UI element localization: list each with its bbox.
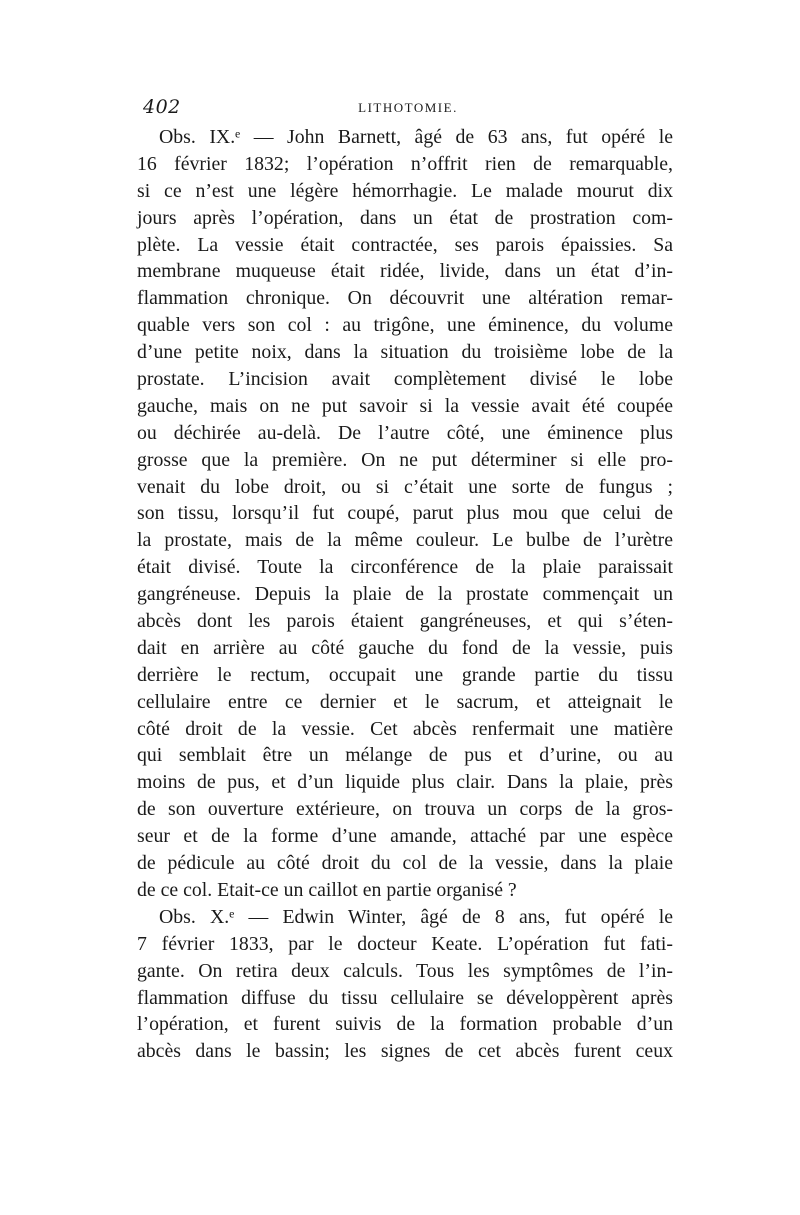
text-line: Obs. IX.ᵉ — John Barnett, âgé de 63 ans, fut opéré le bbox=[159, 126, 673, 148]
text-line: de son ouverture extérieure, on trouva un corps de la gros- bbox=[137, 798, 673, 821]
text-line: d’une petite noix, dans la situation du troisième lobe de la bbox=[137, 341, 673, 364]
text-line: abcès dont les parois étaient gangréneuses, et qui s’éten- bbox=[137, 610, 673, 633]
text-line: prostate. L’incision avait complètement divisé le lobe bbox=[137, 368, 673, 391]
text-line: de pédicule au côté droit du col de la vessie, dans la plaie bbox=[137, 852, 673, 875]
text-line: 16 février 1832; l’opération n’offrit rien de remarquable, bbox=[137, 152, 673, 175]
text-line: gauche, mais on ne put savoir si la vessie avait été coupée bbox=[137, 394, 673, 417]
text-line: son tissu, lorsqu’il fut coupé, parut plus mou que celui de bbox=[137, 502, 673, 525]
text-line: gangréneuse. Depuis la plaie de la prostate commençait un bbox=[137, 583, 673, 606]
page-number: 402 bbox=[143, 96, 181, 118]
text-line: ou déchirée au-delà. De l’autre côté, une éminence plus bbox=[137, 421, 673, 444]
page-header bbox=[143, 96, 673, 120]
text-line: flammation diffuse du tissu cellulaire se développèrent après bbox=[137, 986, 673, 1009]
text-line: abcès dans le bassin; les signes de cet abcès furent ceux bbox=[137, 1040, 673, 1063]
text-line: quable vers son col : au trigône, une éminence, du volume bbox=[137, 314, 673, 337]
text-line: si ce n’est une légère hémorrhagie. Le malade mourut dix bbox=[137, 179, 673, 202]
text-line: jours après l’opération, dans un état de prostration com- bbox=[137, 206, 673, 229]
text-line: derrière le rectum, occupait une grande partie du tissu bbox=[137, 663, 673, 686]
text-line: côté droit de la vessie. Cet abcès renfermait une matière bbox=[137, 717, 673, 740]
running-title: LITHOTOMIE. bbox=[358, 100, 458, 115]
text-line: plète. La vessie était contractée, ses parois épaissies. Sa bbox=[137, 233, 673, 256]
text-line: membrane muqueuse était ridée, livide, dans un état d’in- bbox=[137, 260, 673, 283]
text-line: la prostate, mais de la même couleur. Le bulbe de l’urètre bbox=[137, 529, 673, 552]
text-line: dait en arrière au côté gauche du fond de la vessie, puis bbox=[137, 636, 673, 659]
text-line: l’opération, et furent suivis de la formation probable d’un bbox=[137, 1013, 673, 1036]
text-line: Obs. X.ᵉ — Edwin Winter, âgé de 8 ans, fut opéré le bbox=[159, 905, 673, 928]
text-line: qui semblait être un mélange de pus et d’urine, ou au bbox=[137, 744, 673, 767]
text-line: moins de pus, et d’un liquide plus clair. Dans la plaie, près bbox=[137, 771, 673, 794]
text-line: cellulaire entre ce dernier et le sacrum, et atteignait le bbox=[137, 690, 673, 713]
text-line: gante. On retira deux calculs. Tous les symptômes de l’in- bbox=[137, 959, 673, 982]
text-line: flammation chronique. On découvrit une altération remar- bbox=[137, 287, 673, 310]
text-line: de ce col. Etait-ce un caillot en partie organisé ? bbox=[137, 878, 517, 901]
text-line: 7 février 1833, par le docteur Keate. L’opération fut fati- bbox=[137, 932, 673, 955]
text-line: était divisé. Toute la circonférence de la plaie paraissait bbox=[137, 556, 673, 579]
body-text bbox=[137, 124, 673, 1065]
text-line: seur et de la forme d’une amande, attaché par une espèce bbox=[137, 825, 673, 848]
text-line: grosse que la première. On ne put déterminer si elle pro- bbox=[137, 448, 673, 471]
text-line: venait du lobe droit, ou si c’était une sorte de fungus ; bbox=[137, 475, 673, 498]
